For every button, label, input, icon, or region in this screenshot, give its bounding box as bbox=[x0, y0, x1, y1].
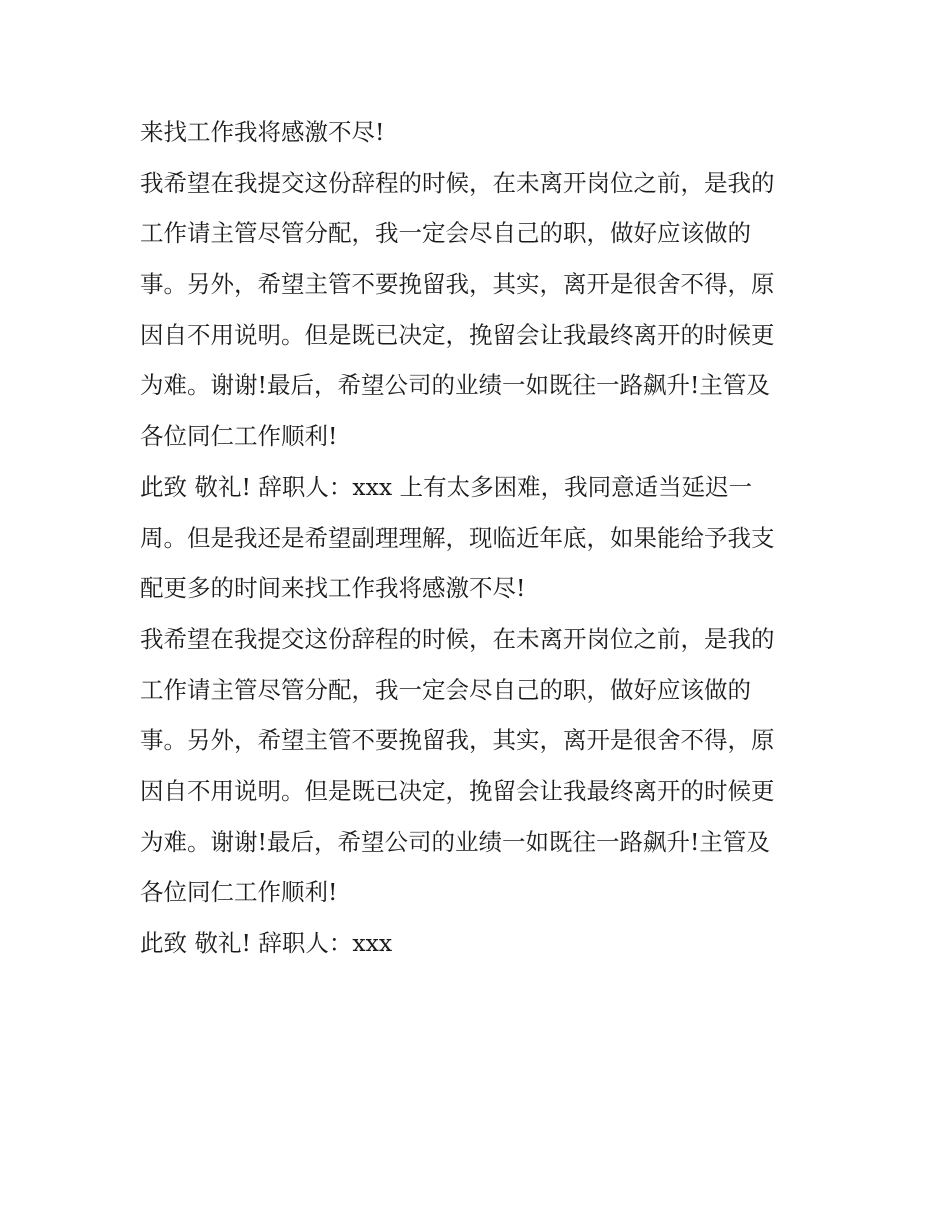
text-line: 为难。谢谢!最后，希望公司的业绩一如既往一路飙升!主管及 bbox=[140, 827, 770, 856]
text-line: 周。但是我还是希望副理理解，现临近年底，如果能给予我支 bbox=[140, 523, 775, 552]
text-line: 此致 敬礼! 辞职人：xxx bbox=[140, 929, 393, 957]
text-line: 事。另外，希望主管不要挽留我，其实，离开是很舍不得，原 bbox=[140, 726, 775, 755]
text-line: 为难。谢谢!最后，希望公司的业绩一如既往一路飙升!主管及 bbox=[140, 371, 770, 400]
text-line: 我希望在我提交这份辞程的时候，在未离开岗位之前，是我的 bbox=[140, 168, 775, 197]
text-line: 因自不用说明。但是既已决定，挽留会让我最终离开的时候更 bbox=[140, 776, 775, 805]
text-line: 事。另外，希望主管不要挽留我，其实，离开是很舍不得，原 bbox=[140, 270, 775, 299]
text-line: 此致 敬礼! 辞职人：xxx 上有太多困难，我同意适当延迟一 bbox=[140, 472, 753, 501]
text-line: 我希望在我提交这份辞程的时候，在未离开岗位之前，是我的 bbox=[140, 624, 775, 653]
text-line: 各位同仁工作顺利! bbox=[140, 878, 338, 907]
text-line: 来找工作我将感激不尽! bbox=[140, 118, 385, 146]
text-line: 各位同仁工作顺利! bbox=[140, 422, 338, 451]
text-line: 工作请主管尽管分配，我一定会尽自己的职，做好应该做的 bbox=[140, 219, 751, 248]
text-line: 因自不用说明。但是既已决定，挽留会让我最终离开的时候更 bbox=[140, 320, 775, 349]
text-line: 配更多的时间来找工作我将感激不尽! bbox=[140, 574, 526, 603]
text-line: 工作请主管尽管分配，我一定会尽自己的职，做好应该做的 bbox=[140, 675, 751, 704]
letter-body bbox=[140, 107, 820, 969]
